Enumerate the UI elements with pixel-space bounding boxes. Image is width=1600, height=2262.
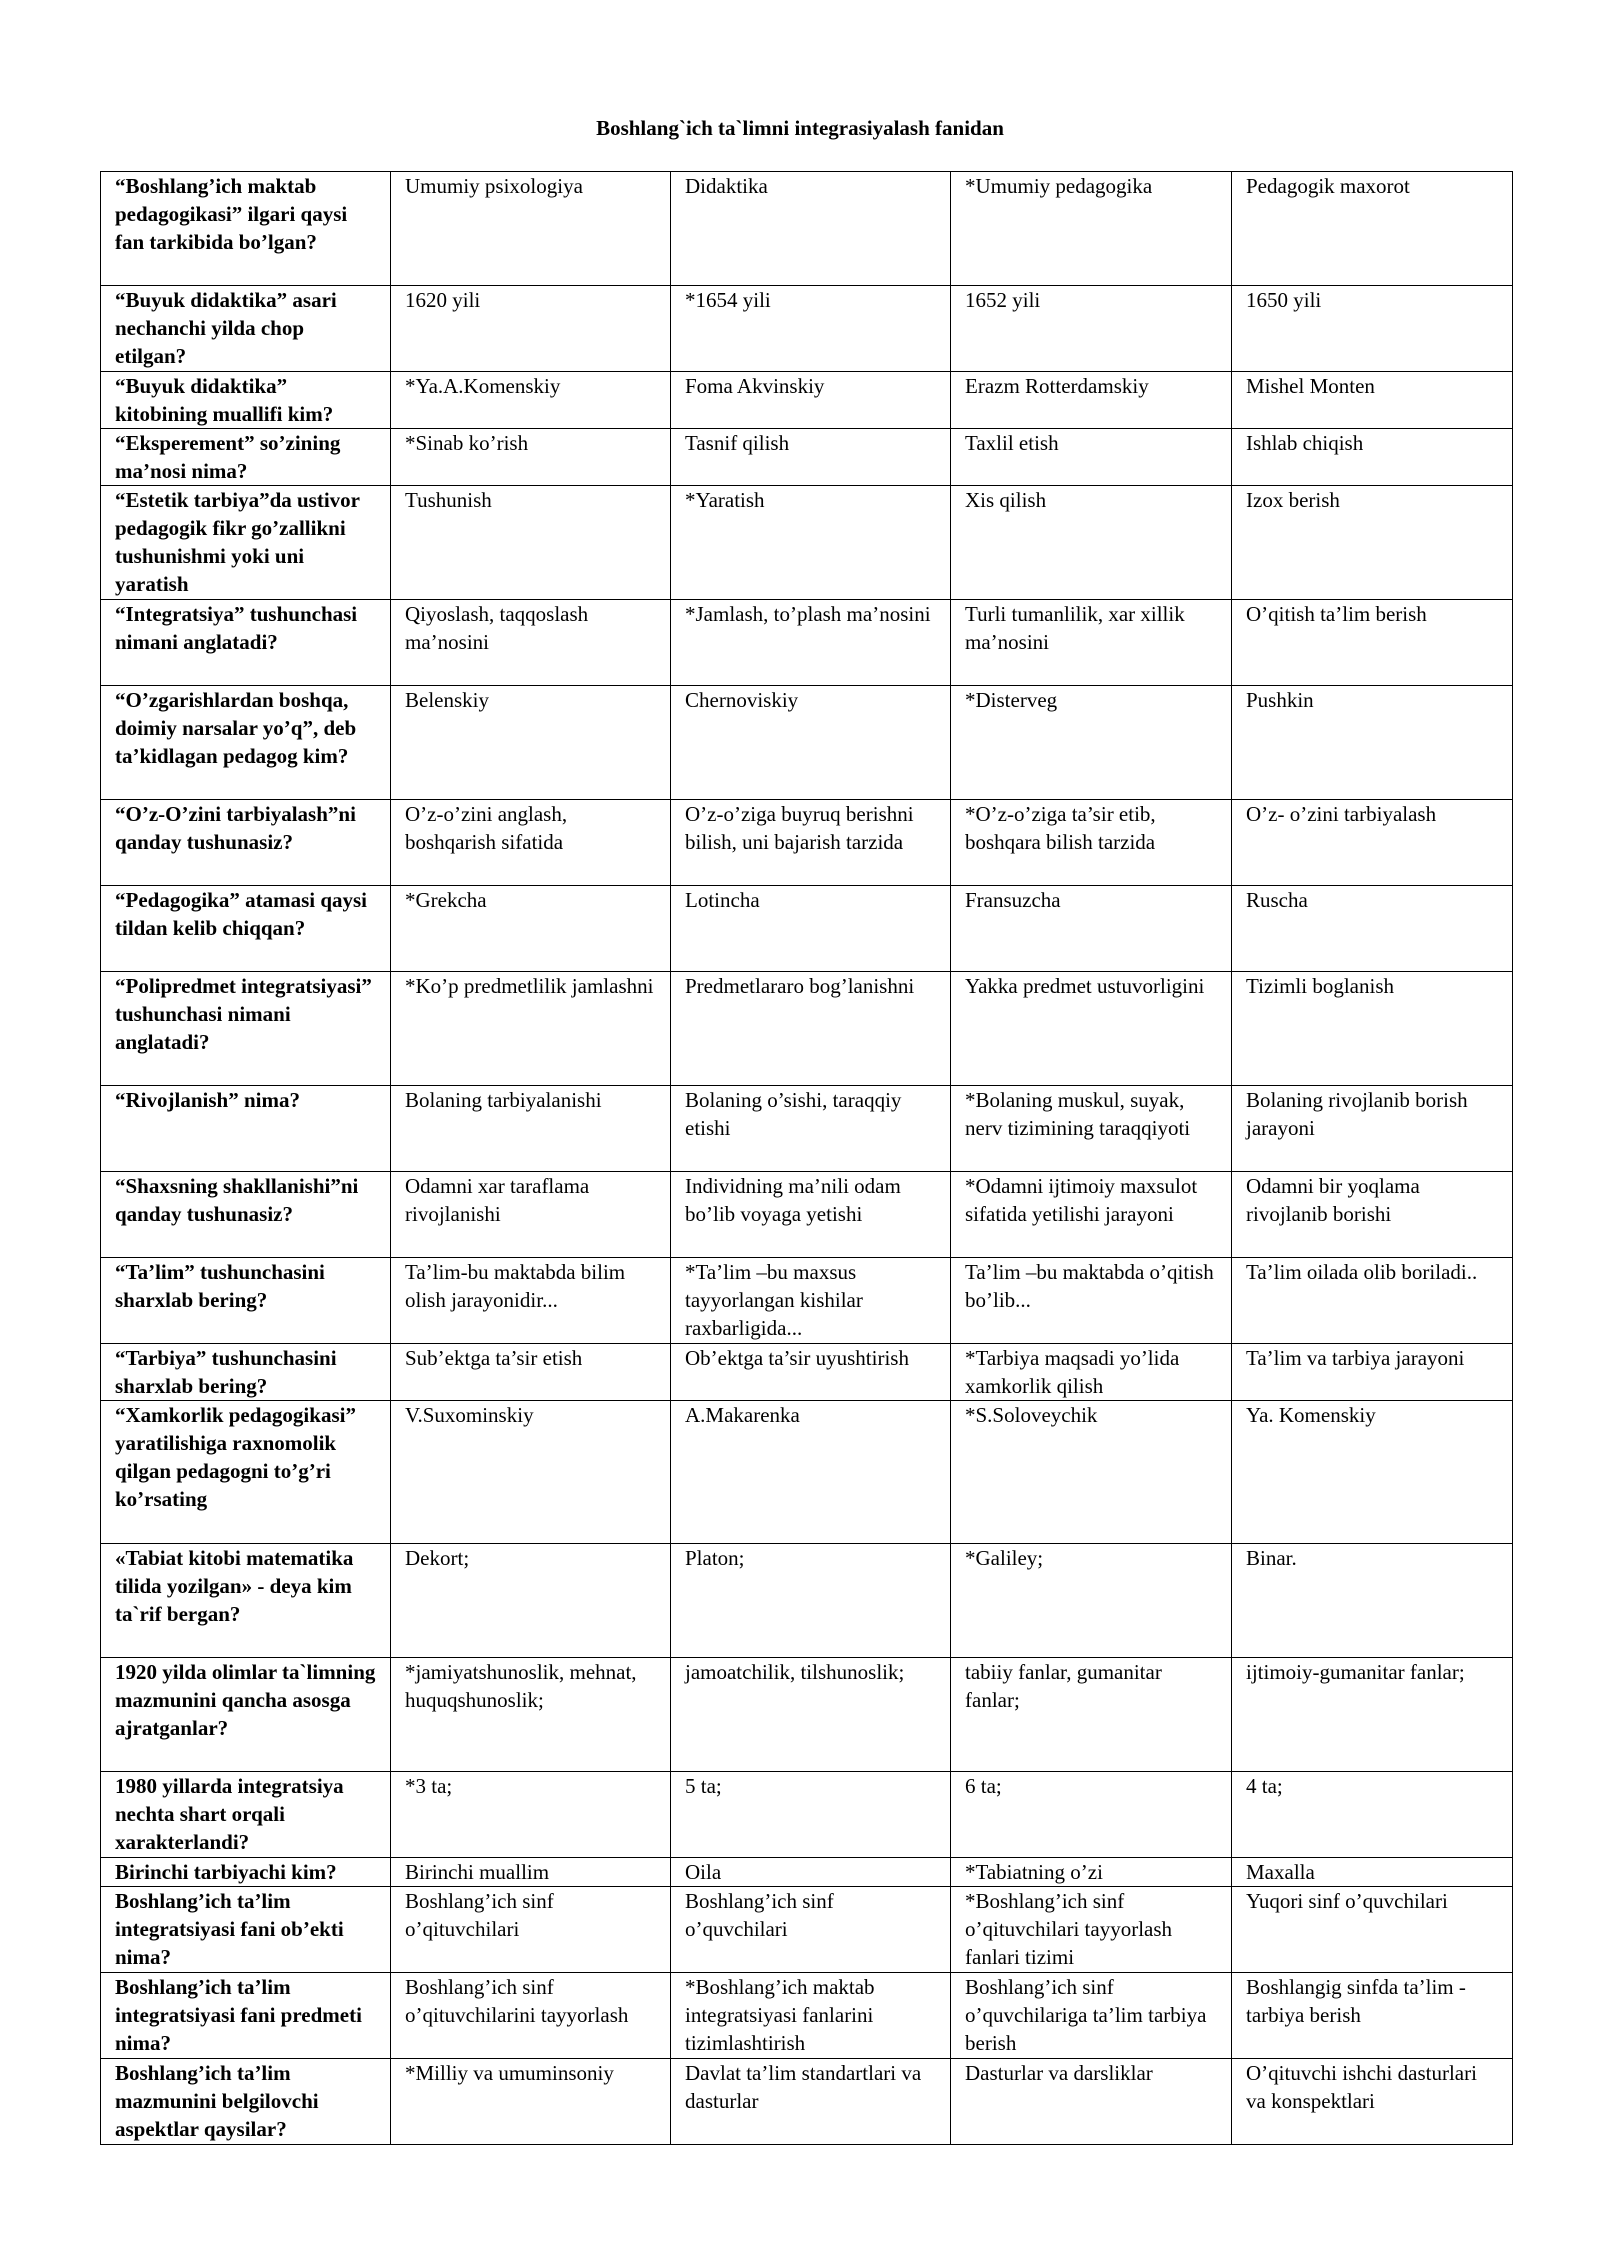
question-cell: “Rivojlanish” nima? — [101, 1086, 391, 1172]
answer-option-4: Odamni bir yoqlama rivojlanib borishi — [1232, 1172, 1513, 1258]
question-cell: “Estetik tarbiya”da ustivor pedagogik fikr go’zallikni tushunishmi yoki uni yaratish — [101, 486, 391, 600]
question-row — [101, 1887, 1513, 1973]
answer-option-1: V.Suxominskiy — [391, 1401, 671, 1544]
question-row — [101, 1772, 1513, 1858]
answer-option-4: Pedagogik maxorot — [1232, 172, 1513, 286]
answer-option-4: Binar. — [1232, 1544, 1513, 1658]
answer-option-3: Yakka predmet ustuvorligini — [951, 972, 1232, 1086]
answer-option-3: *Tabiatning o’zi — [951, 1858, 1232, 1887]
answer-option-3: *Bolaning muskul, suyak, nerv tizimining taraqqiyoti — [951, 1086, 1232, 1172]
question-row — [101, 172, 1513, 286]
answer-option-2: *1654 yili — [671, 286, 951, 372]
answer-option-1: Boshlang’ich sinf o’qituvchilarini tayyorlash — [391, 1973, 671, 2059]
question-cell: Boshlang’ich ta’lim integratsiyasi fani ob’ekti nima? — [101, 1887, 391, 1973]
answer-option-1: Qiyoslash, taqqoslash ma’nosini — [391, 600, 671, 686]
answer-option-2: *Jamlash, to’plash ma’nosini — [671, 600, 951, 686]
answer-option-3: *Boshlang’ich sinf o’qituvchilari tayyorlash fanlari tizimi — [951, 1887, 1232, 1973]
question-cell: Birinchi tarbiyachi kim? — [101, 1858, 391, 1887]
answer-option-1: *3 ta; — [391, 1772, 671, 1858]
answer-option-2: *Ta’lim –bu maxsus tayyorlangan kishilar raxbarligida... — [671, 1258, 951, 1344]
question-cell: «Tabiat kitobi matematika tilida yozilgan» - deya kim ta`rif bergan? — [101, 1544, 391, 1658]
question-cell: “Buyuk didaktika” kitobining muallifi kim? — [101, 372, 391, 429]
question-row — [101, 886, 1513, 972]
answer-option-2: Predmetlararo bog’lanishni — [671, 972, 951, 1086]
answer-option-4: 4 ta; — [1232, 1772, 1513, 1858]
answer-option-1: Dekort; — [391, 1544, 671, 1658]
answer-option-4: ijtimoiy-gumanitar fanlar; — [1232, 1658, 1513, 1772]
answer-option-2: Didaktika — [671, 172, 951, 286]
question-row — [101, 600, 1513, 686]
answer-option-4: Maxalla — [1232, 1858, 1513, 1887]
answer-option-3: Boshlang’ich sinf o’quvchilariga ta’lim tarbiya berish — [951, 1973, 1232, 2059]
answer-option-3: 1652 yili — [951, 286, 1232, 372]
answer-option-2: 5 ta; — [671, 1772, 951, 1858]
answer-option-3: Xis qilish — [951, 486, 1232, 600]
answer-option-2: Lotincha — [671, 886, 951, 972]
answer-option-2: Chernoviskiy — [671, 686, 951, 800]
question-row — [101, 972, 1513, 1086]
answer-option-1: *jamiyatshunoslik, mehnat, huquqshunoslik; — [391, 1658, 671, 1772]
question-row — [101, 686, 1513, 800]
answer-option-4: Tizimli boglanish — [1232, 972, 1513, 1086]
answer-option-3: *S.Soloveychik — [951, 1401, 1232, 1544]
answer-option-4: Ruscha — [1232, 886, 1513, 972]
answer-option-1: Sub’ektga ta’sir etish — [391, 1344, 671, 1401]
question-cell: “Integratsiya” tushunchasi nimani anglatadi? — [101, 600, 391, 686]
answer-option-1: *Milliy va umuminsoniy — [391, 2059, 671, 2145]
answer-option-4: Ya. Komenskiy — [1232, 1401, 1513, 1544]
answer-option-1: Tushunish — [391, 486, 671, 600]
question-row — [101, 372, 1513, 429]
answer-option-1: *Sinab ko’rish — [391, 429, 671, 486]
question-cell: “Shaxsning shakllanishi”ni qanday tushunasiz? — [101, 1172, 391, 1258]
answer-option-1: 1620 yili — [391, 286, 671, 372]
document-title: Boshlang`ich ta`limni integrasiyalash fanidan — [596, 116, 1004, 140]
question-cell: “Boshlang’ich maktab pedagogikasi” ilgari qaysi fan tarkibida bo’lgan? — [101, 172, 391, 286]
question-cell: “Eksperement” so’zining ma’nosi nima? — [101, 429, 391, 486]
answer-option-4: Yuqori sinf o’quvchilari — [1232, 1887, 1513, 1973]
answer-option-2: Bolaning o’sishi, taraqqiy etishi — [671, 1086, 951, 1172]
answer-option-4: Izox berish — [1232, 486, 1513, 600]
answer-option-3: Taxlil etish — [951, 429, 1232, 486]
answer-option-1: Birinchi muallim — [391, 1858, 671, 1887]
answer-option-4: Ta’lim oilada olib boriladi.. — [1232, 1258, 1513, 1344]
answer-option-2: Ob’ektga ta’sir uyushtirish — [671, 1344, 951, 1401]
answer-option-2: Oila — [671, 1858, 951, 1887]
question-row — [101, 1086, 1513, 1172]
question-row — [101, 486, 1513, 600]
answer-option-4: O’qitish ta’lim berish — [1232, 600, 1513, 686]
answer-option-2: jamoatchilik, tilshunoslik; — [671, 1658, 951, 1772]
answer-option-2: Individning ma’nili odam bo’lib voyaga yetishi — [671, 1172, 951, 1258]
answer-option-1: O’z-o’zini anglash, boshqarish sifatida — [391, 800, 671, 886]
question-row — [101, 800, 1513, 886]
question-cell: Boshlang’ich ta’lim integratsiyasi fani predmeti nima? — [101, 1973, 391, 2059]
answer-option-3: Erazm Rotterdamskiy — [951, 372, 1232, 429]
answer-option-2: A.Makarenka — [671, 1401, 951, 1544]
answer-option-2: Foma Akvinskiy — [671, 372, 951, 429]
question-cell: Boshlang’ich ta’lim mazmunini belgilovchi aspektlar qaysilar? — [101, 2059, 391, 2145]
answer-option-4: O’z- o’zini tarbiyalash — [1232, 800, 1513, 886]
question-cell: “Pedagogika” atamasi qaysi tildan kelib chiqqan? — [101, 886, 391, 972]
answer-option-1: *Grekcha — [391, 886, 671, 972]
question-cell: “O’z-O’zini tarbiyalash”ni qanday tushunasiz? — [101, 800, 391, 886]
answer-option-1: Boshlang’ich sinf o’qituvchilari — [391, 1887, 671, 1973]
answer-option-4: 1650 yili — [1232, 286, 1513, 372]
question-cell: “Polipredmet integratsiyasi” tushunchasi nimani anglatadi? — [101, 972, 391, 1086]
answer-option-2: *Boshlang’ich maktab integratsiyasi fanlarini tizimlashtirish — [671, 1973, 951, 2059]
question-row — [101, 1973, 1513, 2059]
question-row — [101, 1658, 1513, 1772]
answer-option-1: Bolaning tarbiyalanishi — [391, 1086, 671, 1172]
answer-option-3: *Galiley; — [951, 1544, 1232, 1658]
answer-option-3: *Odamni ijtimoiy maxsulot sifatida yetilishi jarayoni — [951, 1172, 1232, 1258]
answer-option-3: tabiiy fanlar, gumanitar fanlar; — [951, 1658, 1232, 1772]
question-cell: 1980 yillarda integratsiya nechta shart orqali xarakterlandi? — [101, 1772, 391, 1858]
answer-option-2: O’z-o’ziga buyruq berishni bilish, uni bajarish tarzida — [671, 800, 951, 886]
quiz-table — [100, 171, 1513, 2145]
answer-option-1: *Ya.A.Komenskiy — [391, 372, 671, 429]
quiz-table-body — [101, 172, 1513, 2145]
answer-option-4: Ishlab chiqish — [1232, 429, 1513, 486]
answer-option-4: Pushkin — [1232, 686, 1513, 800]
question-cell: “Buyuk didaktika” asari nechanchi yilda chop etilgan? — [101, 286, 391, 372]
answer-option-3: Ta’lim –bu maktabda o’qitish bo’lib... — [951, 1258, 1232, 1344]
question-row — [101, 1172, 1513, 1258]
answer-option-4: Boshlangig sinfda ta’lim -tarbiya berish — [1232, 1973, 1513, 2059]
question-cell: 1920 yilda olimlar ta`limning mazmunini qancha asosga ajratganlar? — [101, 1658, 391, 1772]
answer-option-3: *Tarbiya maqsadi yo’lida xamkorlik qilish — [951, 1344, 1232, 1401]
question-cell: “Xamkorlik pedagogikasi” yaratilishiga raxnomolik qilgan pedagogni to’g’ri ko’rsating — [101, 1401, 391, 1544]
answer-option-3: Dasturlar va darsliklar — [951, 2059, 1232, 2145]
question-row — [101, 1258, 1513, 1344]
answer-option-4: Mishel Monten — [1232, 372, 1513, 429]
answer-option-4: Bolaning rivojlanib borish jarayoni — [1232, 1086, 1513, 1172]
answer-option-1: Belenskiy — [391, 686, 671, 800]
answer-option-2: *Yaratish — [671, 486, 951, 600]
answer-option-2: Boshlang’ich sinf o’quvchilari — [671, 1887, 951, 1973]
answer-option-1: *Ko’p predmetlilik jamlashni — [391, 972, 671, 1086]
answer-option-1: Ta’lim-bu maktabda bilim olish jarayonidir... — [391, 1258, 671, 1344]
question-cell: “O’zgarishlardan boshqa, doimiy narsalar yo’q”, deb ta’kidlagan pedagog kim? — [101, 686, 391, 800]
question-row — [101, 1344, 1513, 1401]
question-cell: “Tarbiya” tushunchasini sharxlab bering? — [101, 1344, 391, 1401]
answer-option-1: Umumiy psixologiya — [391, 172, 671, 286]
answer-option-2: Davlat ta’lim standartlari va dasturlar — [671, 2059, 951, 2145]
answer-option-3: *O’z-o’ziga ta’sir etib, boshqara bilish tarzida — [951, 800, 1232, 886]
question-row — [101, 1401, 1513, 1544]
answer-option-1: Odamni xar taraflama rivojlanishi — [391, 1172, 671, 1258]
question-row — [101, 429, 1513, 486]
answer-option-2: Tasnif qilish — [671, 429, 951, 486]
answer-option-4: O’qituvchi ishchi dasturlari va konspektlari — [1232, 2059, 1513, 2145]
answer-option-3: Turli tumanlilik, xar xillik ma’nosini — [951, 600, 1232, 686]
answer-option-3: *Disterveg — [951, 686, 1232, 800]
question-row — [101, 1544, 1513, 1658]
answer-option-2: Platon; — [671, 1544, 951, 1658]
question-row — [101, 1858, 1513, 1887]
question-row — [101, 2059, 1513, 2145]
answer-option-4: Ta’lim va tarbiya jarayoni — [1232, 1344, 1513, 1401]
question-row — [101, 286, 1513, 372]
answer-option-3: 6 ta; — [951, 1772, 1232, 1858]
answer-option-3: Fransuzcha — [951, 886, 1232, 972]
question-cell: “Ta’lim” tushunchasini sharxlab bering? — [101, 1258, 391, 1344]
answer-option-3: *Umumiy pedagogika — [951, 172, 1232, 286]
